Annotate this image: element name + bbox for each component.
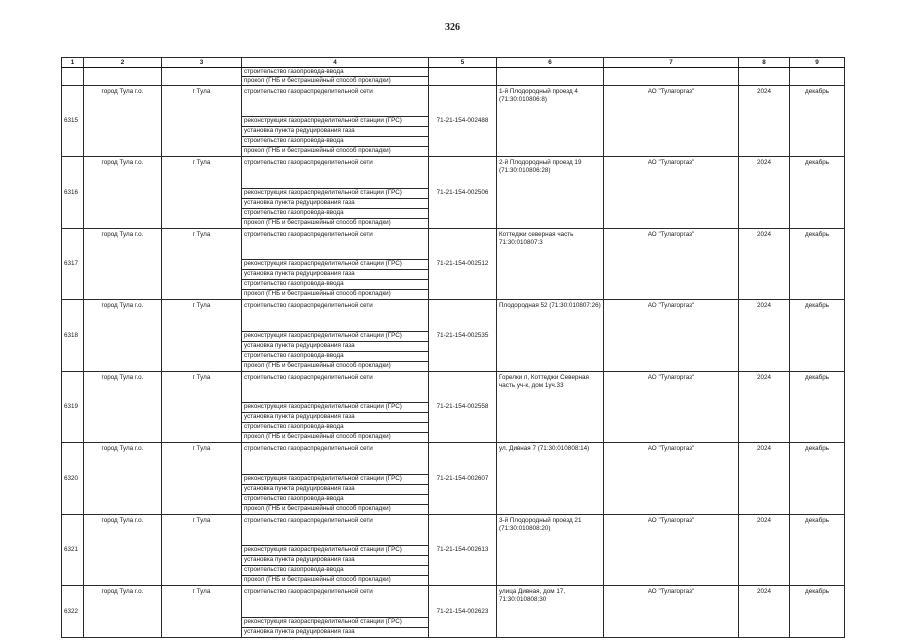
col-header: 4 bbox=[242, 58, 429, 68]
work-item: прокол (ГНБ и бестраншейный способ прокладки) bbox=[242, 76, 429, 85]
address-cell: улица Дивная, дом 17, 71:30:010808:30 bbox=[497, 586, 604, 638]
year-cell: 2024 bbox=[739, 514, 790, 586]
address-cell: 2-й Плодородный проезд 19 (71:30:010806:28) bbox=[497, 157, 604, 229]
work-item: установка пункта редуцирования газа bbox=[242, 198, 429, 208]
locality-cell: город Тула г.о. bbox=[84, 371, 162, 443]
empty-cell bbox=[739, 68, 790, 86]
work-item: установка пункта редуцирования газа bbox=[242, 270, 429, 280]
record-number: 6315 bbox=[62, 85, 84, 157]
table-row bbox=[62, 157, 845, 185]
organization-cell: АО "Тулагоргаз" bbox=[604, 300, 739, 372]
work-item: строительство газораспределительной сети bbox=[242, 514, 429, 542]
work-item: строительство газораспределительной сети bbox=[242, 586, 429, 614]
work-item: прокол (ГНБ и бестраншейный способ прокладки) bbox=[242, 147, 429, 157]
work-item: строительство газопровода-ввода bbox=[242, 280, 429, 290]
city-cell: г Тула bbox=[162, 228, 242, 300]
table-row bbox=[62, 228, 845, 256]
col-header: 5 bbox=[429, 58, 497, 68]
work-item: прокол (ГНБ и бестраншейный способ прокладки) bbox=[242, 218, 429, 228]
work-item: реконструкция газораспределительной станции (ГРС) bbox=[242, 117, 429, 127]
cadastral-code: 71-21-154-002535 bbox=[429, 300, 497, 372]
work-item: строительство газопровода-ввода bbox=[242, 208, 429, 218]
work-item: установка пункта редуцирования газа bbox=[242, 127, 429, 137]
city-cell: г Тула bbox=[162, 371, 242, 443]
cadastral-code: 71-21-154-002613 bbox=[429, 514, 497, 586]
register-table bbox=[61, 57, 845, 638]
work-item: строительство газопровода-ввода bbox=[242, 68, 429, 77]
address-cell: Коттеджи северная часть 71:30:010807:3 bbox=[497, 228, 604, 300]
city-cell: г Тула bbox=[162, 157, 242, 229]
locality-cell: город Тула г.о. bbox=[84, 228, 162, 300]
address-cell: 3-й Плодородный проезд 21 (71:30:010808:20) bbox=[497, 514, 604, 586]
work-item: строительство газопровода-ввода bbox=[242, 351, 429, 361]
empty-cell bbox=[604, 68, 739, 86]
page-number: 326 bbox=[445, 22, 460, 33]
address-cell: 1-й Плодородный проезд 4 (71:30:010806:8) bbox=[497, 85, 604, 157]
work-item: установка пункта редуцирования газа bbox=[242, 627, 429, 637]
month-cell: декабрь bbox=[790, 586, 845, 638]
work-item: прокол (ГНБ и бестраншейный способ прокладки) bbox=[242, 361, 429, 371]
work-item: прокол (ГНБ и бестраншейный способ прокладки) bbox=[242, 576, 429, 586]
table-row bbox=[62, 443, 845, 471]
record-number: 6322 bbox=[62, 586, 84, 638]
organization-cell: АО "Тулагоргаз" bbox=[604, 228, 739, 300]
work-item: прокол (ГНБ и бестраншейный способ прокладки) bbox=[242, 433, 429, 443]
work-item: прокол (ГНБ и бестраншейный способ прокладки) bbox=[242, 290, 429, 300]
work-item: реконструкция газораспределительной станции (ГРС) bbox=[242, 546, 429, 556]
col-header: 3 bbox=[162, 58, 242, 68]
empty-cell bbox=[62, 68, 84, 86]
city-cell: г Тула bbox=[162, 300, 242, 372]
header-row bbox=[62, 58, 845, 68]
empty-cell bbox=[162, 68, 242, 86]
month-cell: декабрь bbox=[790, 85, 845, 157]
work-item: строительство газопровода-ввода bbox=[242, 566, 429, 576]
work-item: строительство газопровода-ввода bbox=[242, 494, 429, 504]
work-item: строительство газораспределительной сети bbox=[242, 443, 429, 471]
organization-cell: АО "Тулагоргаз" bbox=[604, 371, 739, 443]
year-cell: 2024 bbox=[739, 371, 790, 443]
record-number: 6317 bbox=[62, 228, 84, 300]
work-item: строительство газораспределительной сети bbox=[242, 85, 429, 113]
organization-cell: АО "Тулагоргаз" bbox=[604, 514, 739, 586]
work-item: реконструкция газораспределительной станции (ГРС) bbox=[242, 260, 429, 270]
table-row bbox=[62, 85, 845, 113]
month-cell: декабрь bbox=[790, 157, 845, 229]
organization-cell: АО "Тулагоргаз" bbox=[604, 157, 739, 229]
cadastral-code: 71-21-154-002512 bbox=[429, 228, 497, 300]
organization-cell: АО "Тулагоргаз" bbox=[604, 443, 739, 515]
record-number: 6316 bbox=[62, 157, 84, 229]
city-cell: г Тула bbox=[162, 586, 242, 638]
table-row bbox=[62, 300, 845, 328]
city-cell: г Тула bbox=[162, 443, 242, 515]
year-cell: 2024 bbox=[739, 228, 790, 300]
record-number: 6321 bbox=[62, 514, 84, 586]
month-cell: декабрь bbox=[790, 228, 845, 300]
cadastral-code: 71-21-154-002607 bbox=[429, 443, 497, 515]
work-item: прокол (ГНБ и бестраншейный способ прокладки) bbox=[242, 504, 429, 514]
work-item: реконструкция газораспределительной станции (ГРС) bbox=[242, 188, 429, 198]
carry-over-row bbox=[62, 68, 845, 77]
empty-cell bbox=[84, 68, 162, 86]
organization-cell: АО "Тулагоргаз" bbox=[604, 586, 739, 638]
work-item: установка пункта редуцирования газа bbox=[242, 484, 429, 494]
locality-cell: город Тула г.о. bbox=[84, 300, 162, 372]
month-cell: декабрь bbox=[790, 514, 845, 586]
empty-cell bbox=[497, 68, 604, 86]
locality-cell: город Тула г.о. bbox=[84, 443, 162, 515]
year-cell: 2024 bbox=[739, 586, 790, 638]
address-cell: Плодородная 52 (71:30:010807:26) bbox=[497, 300, 604, 372]
year-cell: 2024 bbox=[739, 443, 790, 515]
col-header: 2 bbox=[84, 58, 162, 68]
work-item: строительство газораспределительной сети bbox=[242, 228, 429, 256]
locality-cell: город Тула г.о. bbox=[84, 157, 162, 229]
col-header: 7 bbox=[604, 58, 739, 68]
year-cell: 2024 bbox=[739, 300, 790, 372]
col-header: 9 bbox=[790, 58, 845, 68]
organization-cell: АО "Тулагоргаз" bbox=[604, 85, 739, 157]
work-item: реконструкция газораспределительной станции (ГРС) bbox=[242, 474, 429, 484]
city-cell: г Тула bbox=[162, 514, 242, 586]
address-cell: ул. Дивная 7 (71:30:010808:14) bbox=[497, 443, 604, 515]
locality-cell: город Тула г.о. bbox=[84, 586, 162, 638]
year-cell: 2024 bbox=[739, 157, 790, 229]
record-number: 6319 bbox=[62, 371, 84, 443]
month-cell: декабрь bbox=[790, 300, 845, 372]
work-item: установка пункта редуцирования газа bbox=[242, 341, 429, 351]
cadastral-code: 71-21-154-002488 bbox=[429, 85, 497, 157]
work-item: реконструкция газораспределительной станции (ГРС) bbox=[242, 617, 429, 627]
work-item: строительство газопровода-ввода bbox=[242, 137, 429, 147]
empty-cell bbox=[790, 68, 845, 86]
record-number: 6320 bbox=[62, 443, 84, 515]
year-cell: 2024 bbox=[739, 85, 790, 157]
work-item: строительство газораспределительной сети bbox=[242, 157, 429, 185]
record-number: 6318 bbox=[62, 300, 84, 372]
city-cell: г Тула bbox=[162, 85, 242, 157]
work-item: строительство газораспределительной сети bbox=[242, 371, 429, 399]
work-item: строительство газораспределительной сети bbox=[242, 300, 429, 328]
col-header: 6 bbox=[497, 58, 604, 68]
month-cell: декабрь bbox=[790, 443, 845, 515]
cadastral-code: 71-21-154-002558 bbox=[429, 371, 497, 443]
col-header: 8 bbox=[739, 58, 790, 68]
locality-cell: город Тула г.о. bbox=[84, 85, 162, 157]
work-item: установка пункта редуцирования газа bbox=[242, 413, 429, 423]
work-item: реконструкция газораспределительной станции (ГРС) bbox=[242, 403, 429, 413]
address-cell: Горелки п, Коттеджи Северная часть уч-к, дом 1уч.33 bbox=[497, 371, 604, 443]
work-item: установка пункта редуцирования газа bbox=[242, 556, 429, 566]
work-item: реконструкция газораспределительной станции (ГРС) bbox=[242, 331, 429, 341]
work-item: строительство газопровода-ввода bbox=[242, 423, 429, 433]
table-row bbox=[62, 514, 845, 542]
empty-cell bbox=[429, 68, 497, 86]
cadastral-code: 71-21-154-002623 bbox=[429, 586, 497, 638]
table-row bbox=[62, 371, 845, 399]
cadastral-code: 71-21-154-002506 bbox=[429, 157, 497, 229]
month-cell: декабрь bbox=[790, 371, 845, 443]
locality-cell: город Тула г.о. bbox=[84, 514, 162, 586]
table-row bbox=[62, 586, 845, 614]
col-header: 1 bbox=[62, 58, 84, 68]
